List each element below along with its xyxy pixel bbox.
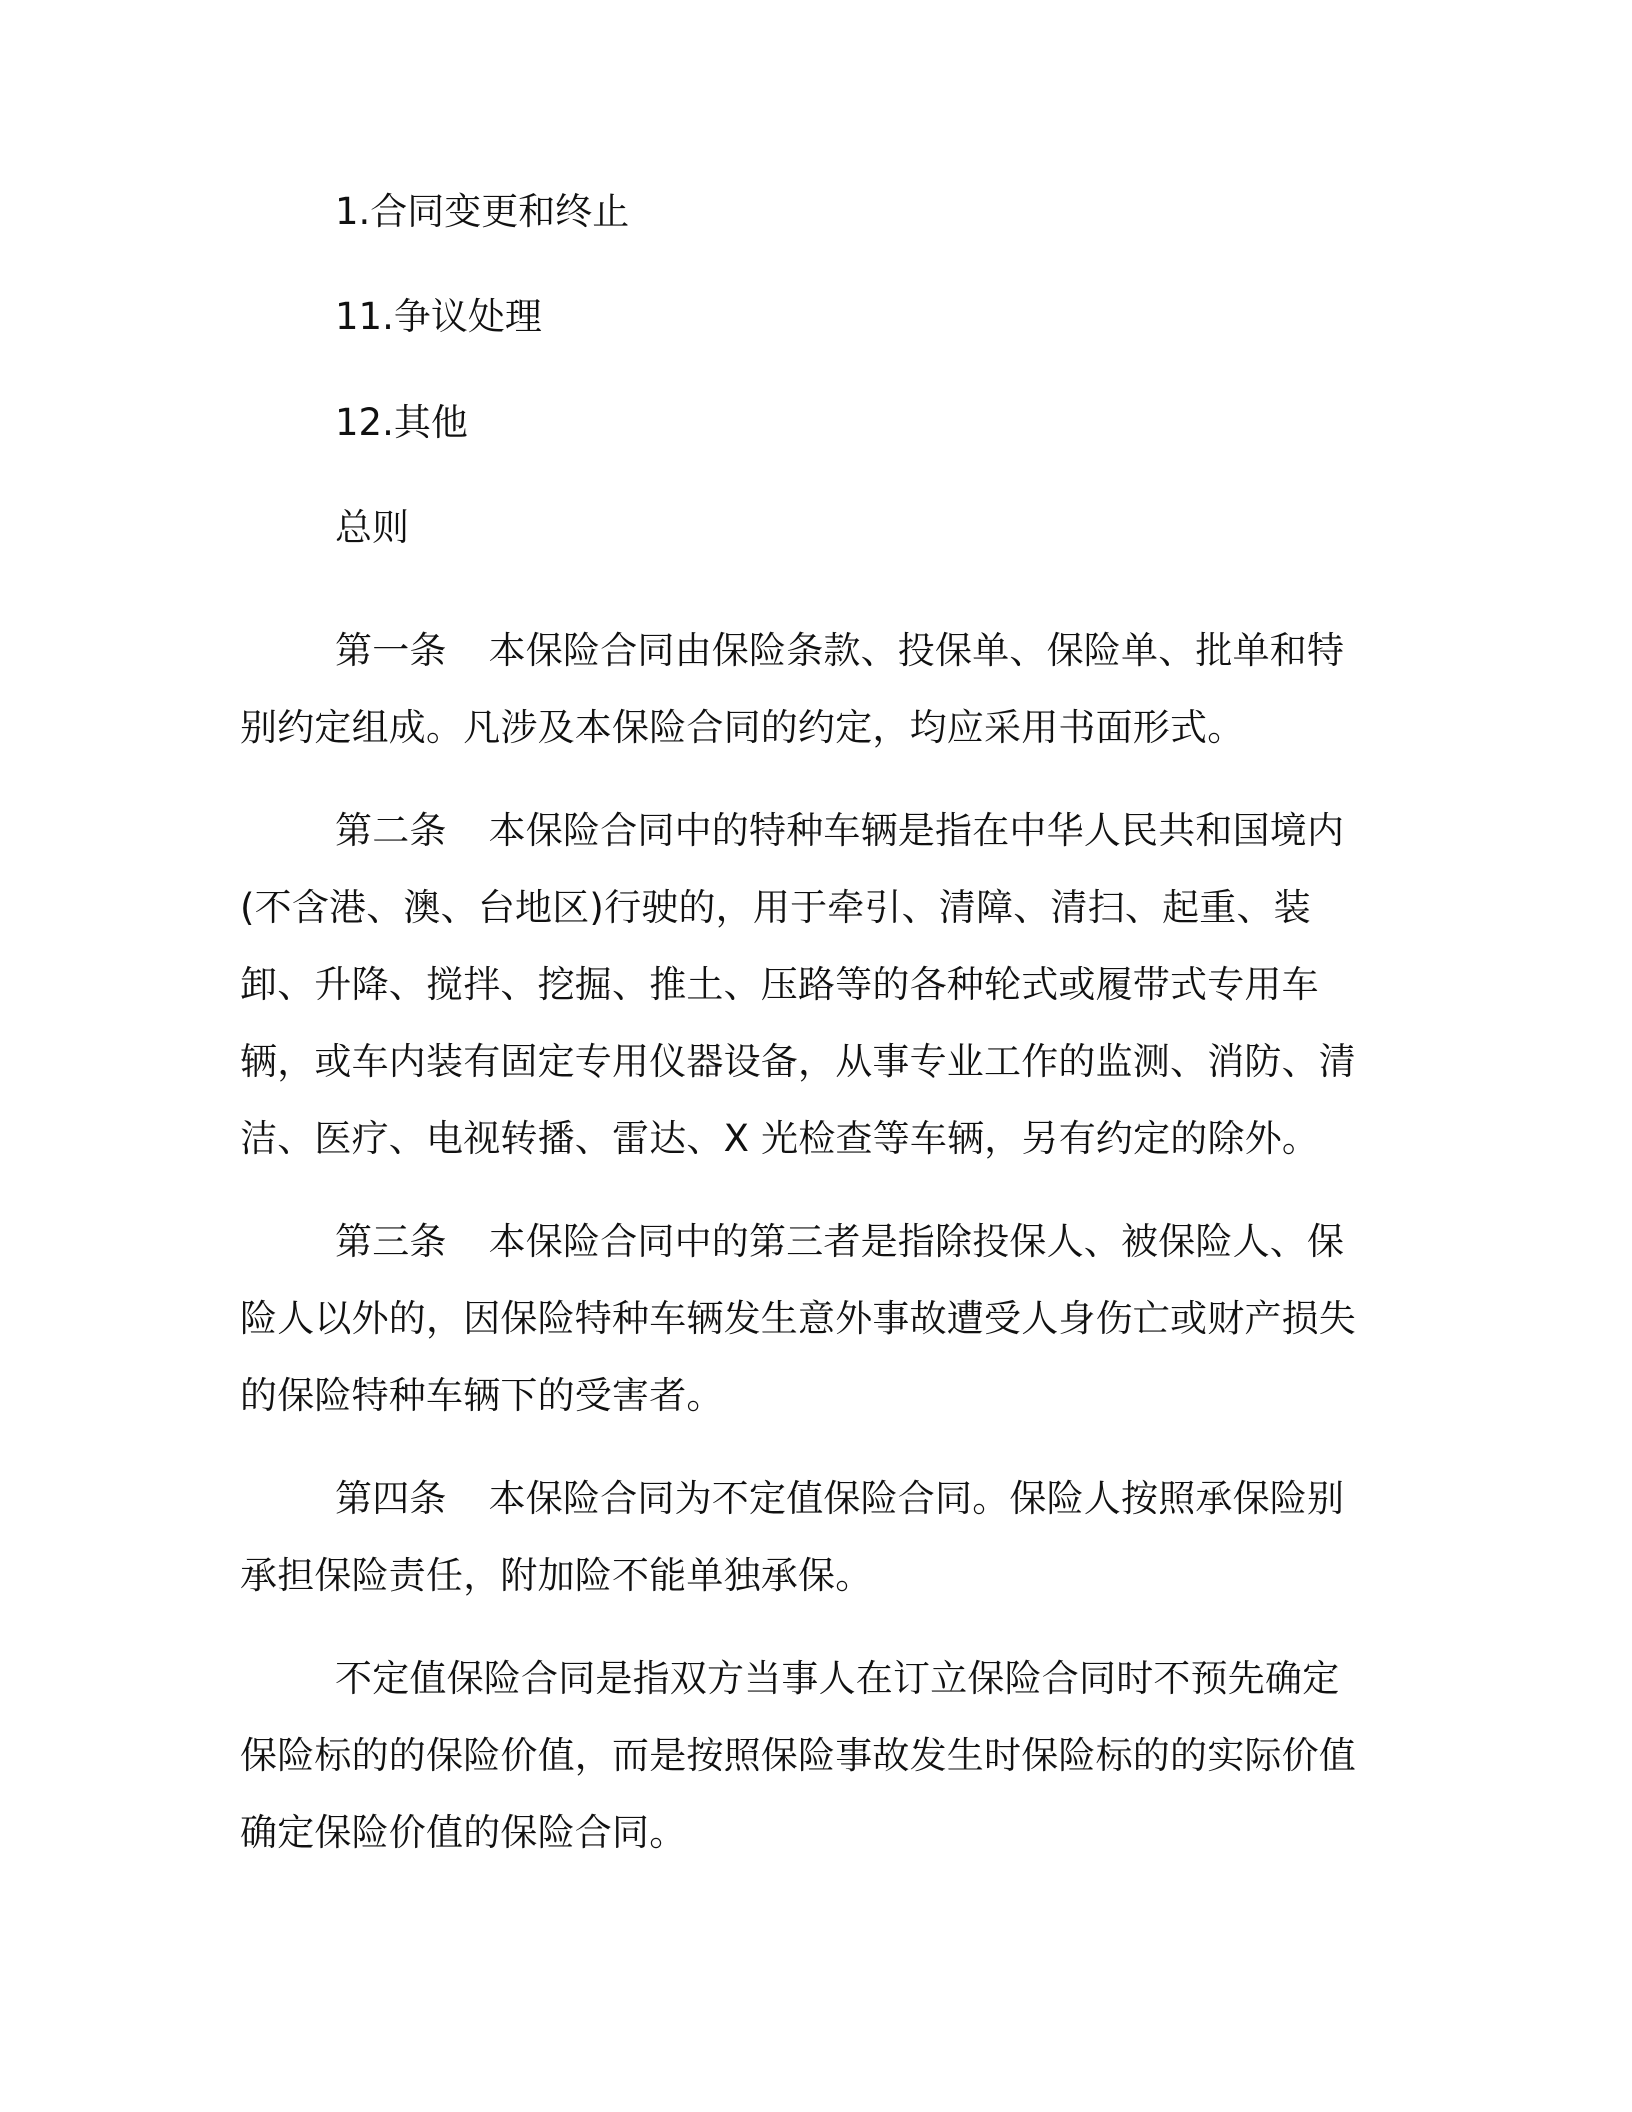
article-1 <box>240 612 1370 766</box>
article-4 <box>240 1460 1370 1614</box>
article-2-text: 本保险合同中的特种车辆是指在中华人民共和国境内(不含港、澳、台地区)行驶的，用于牵引、清障、清扫、起重、装卸、升降、搅拌、挖掘、推土、压路等的各种轮式或履带式专用车辆，或车内装有固定专用仪器设备，从事专业工作的监测、消防、清洁、医疗、电视转播、雷达、X 光检查等车辆，另有约定的除外。 <box>240 808 1356 1160</box>
article-3 <box>240 1203 1370 1434</box>
article-4-text: 本保险合同为不定值保险合同。保险人按照承保险别承担保险责任，附加险不能单独承保。 <box>240 1476 1345 1597</box>
heading-contract-change: 1.合同变更和终止 <box>335 190 630 233</box>
definition-note: 不定值保险合同是指双方当事人在订立保险合同时不预先确定保险标的的保险价值，而是按照保险事故发生时保险标的的实际价值确定保险价值的保险合同。 <box>240 1656 1356 1854</box>
document-page <box>240 190 1370 1897</box>
article-3-label: 第三条 <box>335 1219 447 1263</box>
article-4-label: 第四条 <box>335 1476 447 1520</box>
article-3-text: 本保险合同中的第三者是指除投保人、被保险人、保险人以外的，因保险特种车辆发生意外事故遭受人身伤亡或财产损失的保险特种车辆下的受害者。 <box>240 1219 1356 1417</box>
article-1-text: 本保险合同由保险条款、投保单、保险单、批单和特别约定组成。凡涉及本保险合同的约定，均应采用书面形式。 <box>240 628 1345 749</box>
heading-other: 12.其他 <box>335 400 468 444</box>
article-1-label: 第一条 <box>335 628 447 672</box>
heading-dispute: 11.争议处理 <box>335 295 542 339</box>
heading-general-provisions: 总则 <box>335 506 409 550</box>
section-headings <box>240 190 1370 551</box>
article-2-label: 第二条 <box>335 808 447 852</box>
article-2 <box>240 792 1370 1177</box>
